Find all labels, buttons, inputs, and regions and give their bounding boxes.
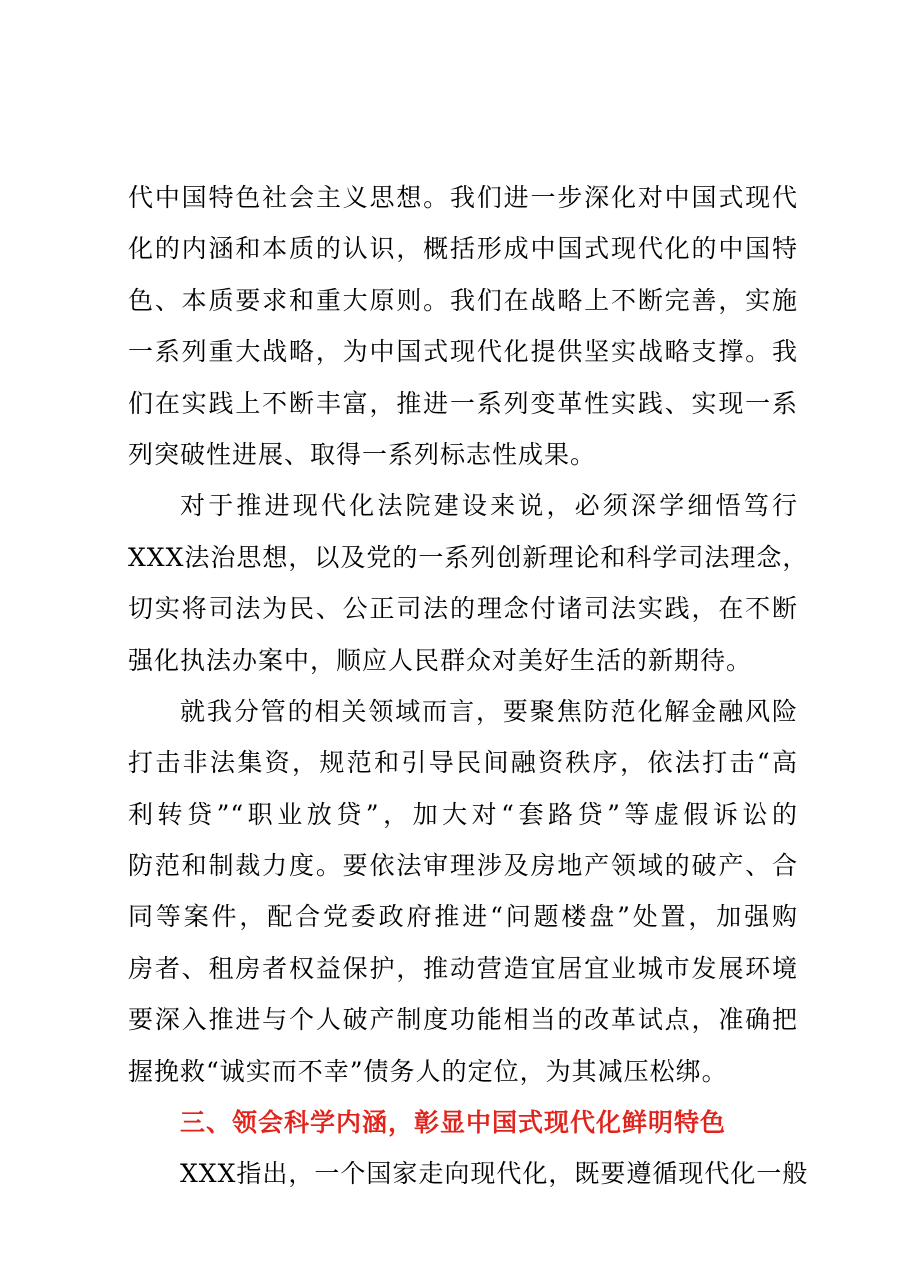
paragraph-line: 对于推进现代化法院建设来说，必须深学细悟笃行	[180, 491, 798, 521]
paragraph-line: 列突破性进展、取得一系列标志性成果。	[128, 439, 597, 469]
paragraph-line: XXX法治思想，以及党的一系列创新理论和科学司法理念，	[128, 542, 809, 572]
paragraph-line: 强化执法办案中，顺应人民群众对美好生活的新期待。	[128, 645, 753, 675]
section-heading: 三、领会科学内涵，彰显中国式现代化鲜明特色	[180, 1108, 727, 1138]
paragraph-line: 色、本质要求和重大原则。我们在战略上不断完善，实施	[128, 285, 798, 315]
paragraph-line: 同等案件，配合党委政府推进“问题楼盘”处置，加强购	[128, 902, 798, 932]
paragraph-4	[128, 1148, 809, 1199]
paragraph-1	[128, 172, 798, 480]
paragraph-line: 打击非法集资，规范和引导民间融资秩序，依法打击“高	[128, 748, 798, 778]
paragraph-3	[128, 686, 798, 1097]
paragraph-line: 就我分管的相关领域而言，要聚焦防范化解金融风险	[180, 696, 798, 726]
paragraph-line: 房者、租房者权益保护，推动营造宜居宜业城市发展环境	[128, 953, 798, 983]
paragraph-line: 防范和制裁力度。要依法审理涉及房地产领域的破产、合	[128, 851, 798, 881]
paragraph-line: 利转贷”“职业放贷”，加大对“套路贷”等虚假诉讼的	[128, 799, 798, 829]
paragraph-line: 们在实践上不断丰富，推进一系列变革性实践、实现一系	[128, 388, 798, 418]
paragraph-line: 切实将司法为民、公正司法的理念付诸司法实践，在不断	[128, 594, 798, 624]
paragraph-line: 握挽救“诚实而不幸”债务人的定位，为其减压松绑。	[128, 1056, 728, 1086]
document-body	[128, 172, 809, 1200]
paragraph-line: 代中国特色社会主义思想。我们进一步深化对中国式现代	[128, 183, 798, 212]
paragraph-line: 要深入推进与个人破产制度功能相当的改革试点，准确把	[128, 1005, 798, 1035]
paragraph-line: XXX指出，一个国家走向现代化，既要遵循现代化一般	[180, 1159, 809, 1189]
paragraph-line: 化的内涵和本质的认识，概括形成中国式现代化的中国特	[128, 234, 798, 264]
paragraph-line: 一系列重大战略，为中国式现代化提供坚实战略支撑。我	[128, 337, 798, 367]
paragraph-2	[128, 480, 809, 686]
